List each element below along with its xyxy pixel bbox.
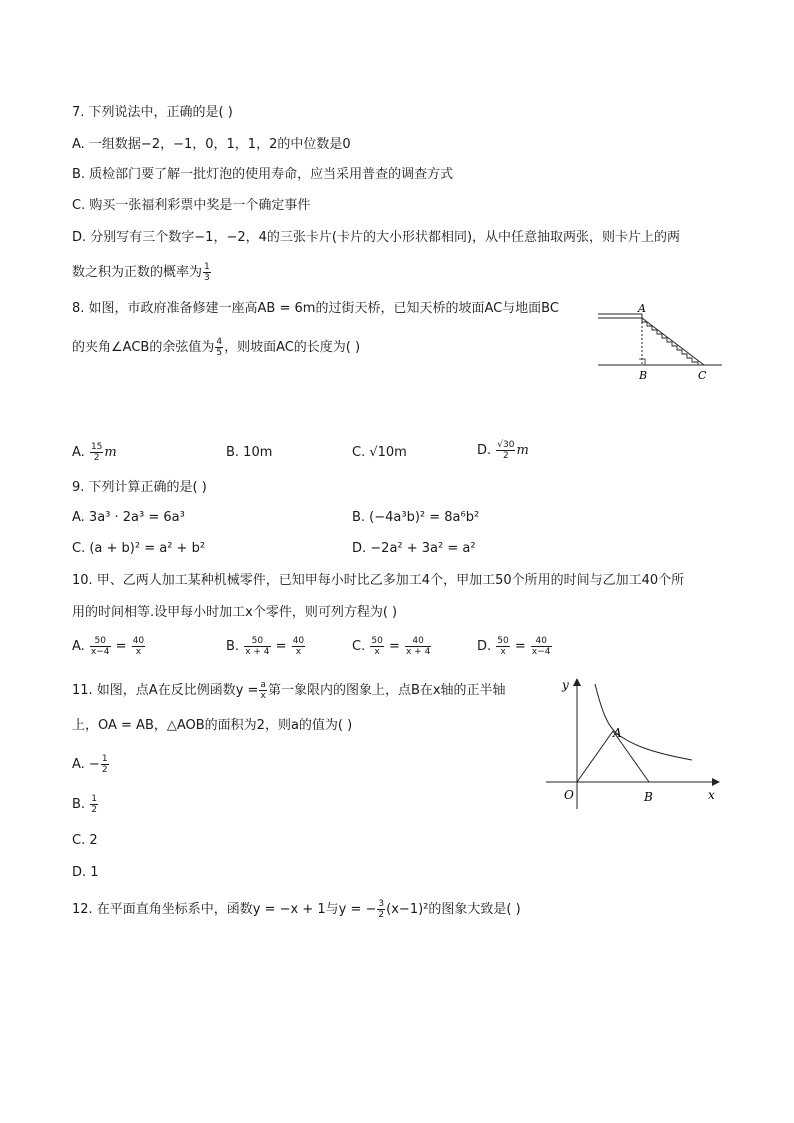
- q10-option-d: D. $\frac{50}{x}$ = $\frac{40}{x-4}$: [477, 636, 551, 657]
- q9-stem: 9. 下列计算正确的是( ): [72, 480, 207, 495]
- q7-stem: 7. 下列说法中，正确的是( ): [72, 105, 233, 120]
- q8-line1: 8. 如图，市政府准备修建一座高AB = 6m的过街天桥，已知天桥的坡面AC与地面BC: [72, 301, 559, 316]
- q11-function-fraction: $\frac{a}{x}$: [260, 680, 266, 701]
- q7-option-c: C. 购买一张福利彩票中奖是一个确定事件: [72, 198, 311, 213]
- q9-option-b: B. (−4a³b)² = 8a⁶b²: [352, 510, 480, 525]
- q7-option-d-line1: D. 分别写有三个数字−1，−2，4的三张卡片(卡片的大小形状都相同)，从中任意抽取两张，则卡片上的两: [72, 230, 681, 245]
- q8-line2-text: 的夹角∠ACB的余弦值为: [72, 340, 215, 355]
- q10-line1: 10. 甲、乙两人加工某种机械零件，已知甲每小时比乙多加工4个，甲加工50个所用的时间与乙加工40个所: [72, 573, 685, 588]
- q11-fig-label-o: O: [564, 788, 574, 802]
- q11-fig-label-x: x: [708, 788, 715, 802]
- q8-fig-label-c: C: [698, 369, 707, 382]
- q8-line2: [72, 337, 360, 358]
- q10-option-c: C. $\frac{50}{x}$ = $\frac{40}{x + 4}$: [352, 636, 431, 657]
- q9-option-a: A. 3a³ · 2a³ = 6a³: [72, 510, 185, 525]
- q7-option-a: A. 一组数据−2，−1，0，1，1，2的中位数是0: [72, 137, 351, 152]
- q7-probability-fraction: $\frac{1}{3}$: [204, 262, 210, 283]
- q12-coefficient-fraction: $\frac{3}{2}$: [378, 899, 385, 920]
- q9-option-d: D. −2a² + 3a² = a²: [352, 541, 476, 556]
- q7-option-d-line2: [72, 262, 212, 283]
- q8-option-c: C. √10m: [352, 445, 407, 460]
- q8-option-a: A. $\frac{15}{2}$ m: [72, 442, 117, 463]
- q8-bridge-figure: [594, 298, 726, 384]
- q11-fig-label-a: A: [613, 726, 622, 740]
- q11-option-a: A. − $\frac{1}{2}$: [72, 754, 108, 775]
- q11-option-d: D. 1: [72, 865, 99, 880]
- q8-line2-tail: ，则坡面AC的长度为( ): [224, 340, 361, 355]
- q11-option-b: B. $\frac{1}{2}$: [72, 794, 97, 815]
- q12-stem: 12. 在平面直角坐标系中，函数y = −x + 1与y = − $\frac{3}{2}$ (x−1)²的图象大致是( ): [72, 899, 521, 920]
- q10-line2: 用的时间相等.设甲每小时加工x个零件，则可列方程为( ): [72, 605, 398, 620]
- q9-option-c: C. (a + b)² = a² + b²: [72, 541, 206, 556]
- q7-option-b: B. 质检部门要了解一批灯泡的使用寿命，应当采用普查的调查方式: [72, 167, 454, 182]
- q8-fig-label-b: B: [639, 369, 648, 382]
- q11-fig-label-y: y: [562, 678, 569, 692]
- q10-option-a: A. $\frac{50}{x-4}$ = $\frac{40}{x}$: [72, 636, 145, 657]
- q11-fig-label-b: B: [644, 790, 653, 804]
- q8-fig-label-a: A: [638, 302, 646, 315]
- q11-option-c: C. 2: [72, 833, 98, 848]
- q8-option-d: D. $\frac{√30}{2}$ m: [477, 440, 529, 461]
- q10-option-b: B. $\frac{50}{x + 4}$ = $\frac{40}{x}$: [226, 636, 305, 657]
- q8-cos-fraction: $\frac{4}{5}$: [216, 337, 223, 358]
- q11-line2: 上，OA = AB，△AOB的面积为2，则a的值为( ): [72, 718, 353, 733]
- q7-option-d-text: 数之积为正数的概率为: [72, 265, 203, 280]
- q11-hyperbola-figure: [540, 672, 726, 814]
- q8-option-b: B. 10m: [226, 445, 273, 460]
- q11-line1: 11. 如图，点A在反比例函数y = $\frac{a}{x}$ 第一象限内的图象上，点B在x轴的正半轴: [72, 680, 506, 701]
